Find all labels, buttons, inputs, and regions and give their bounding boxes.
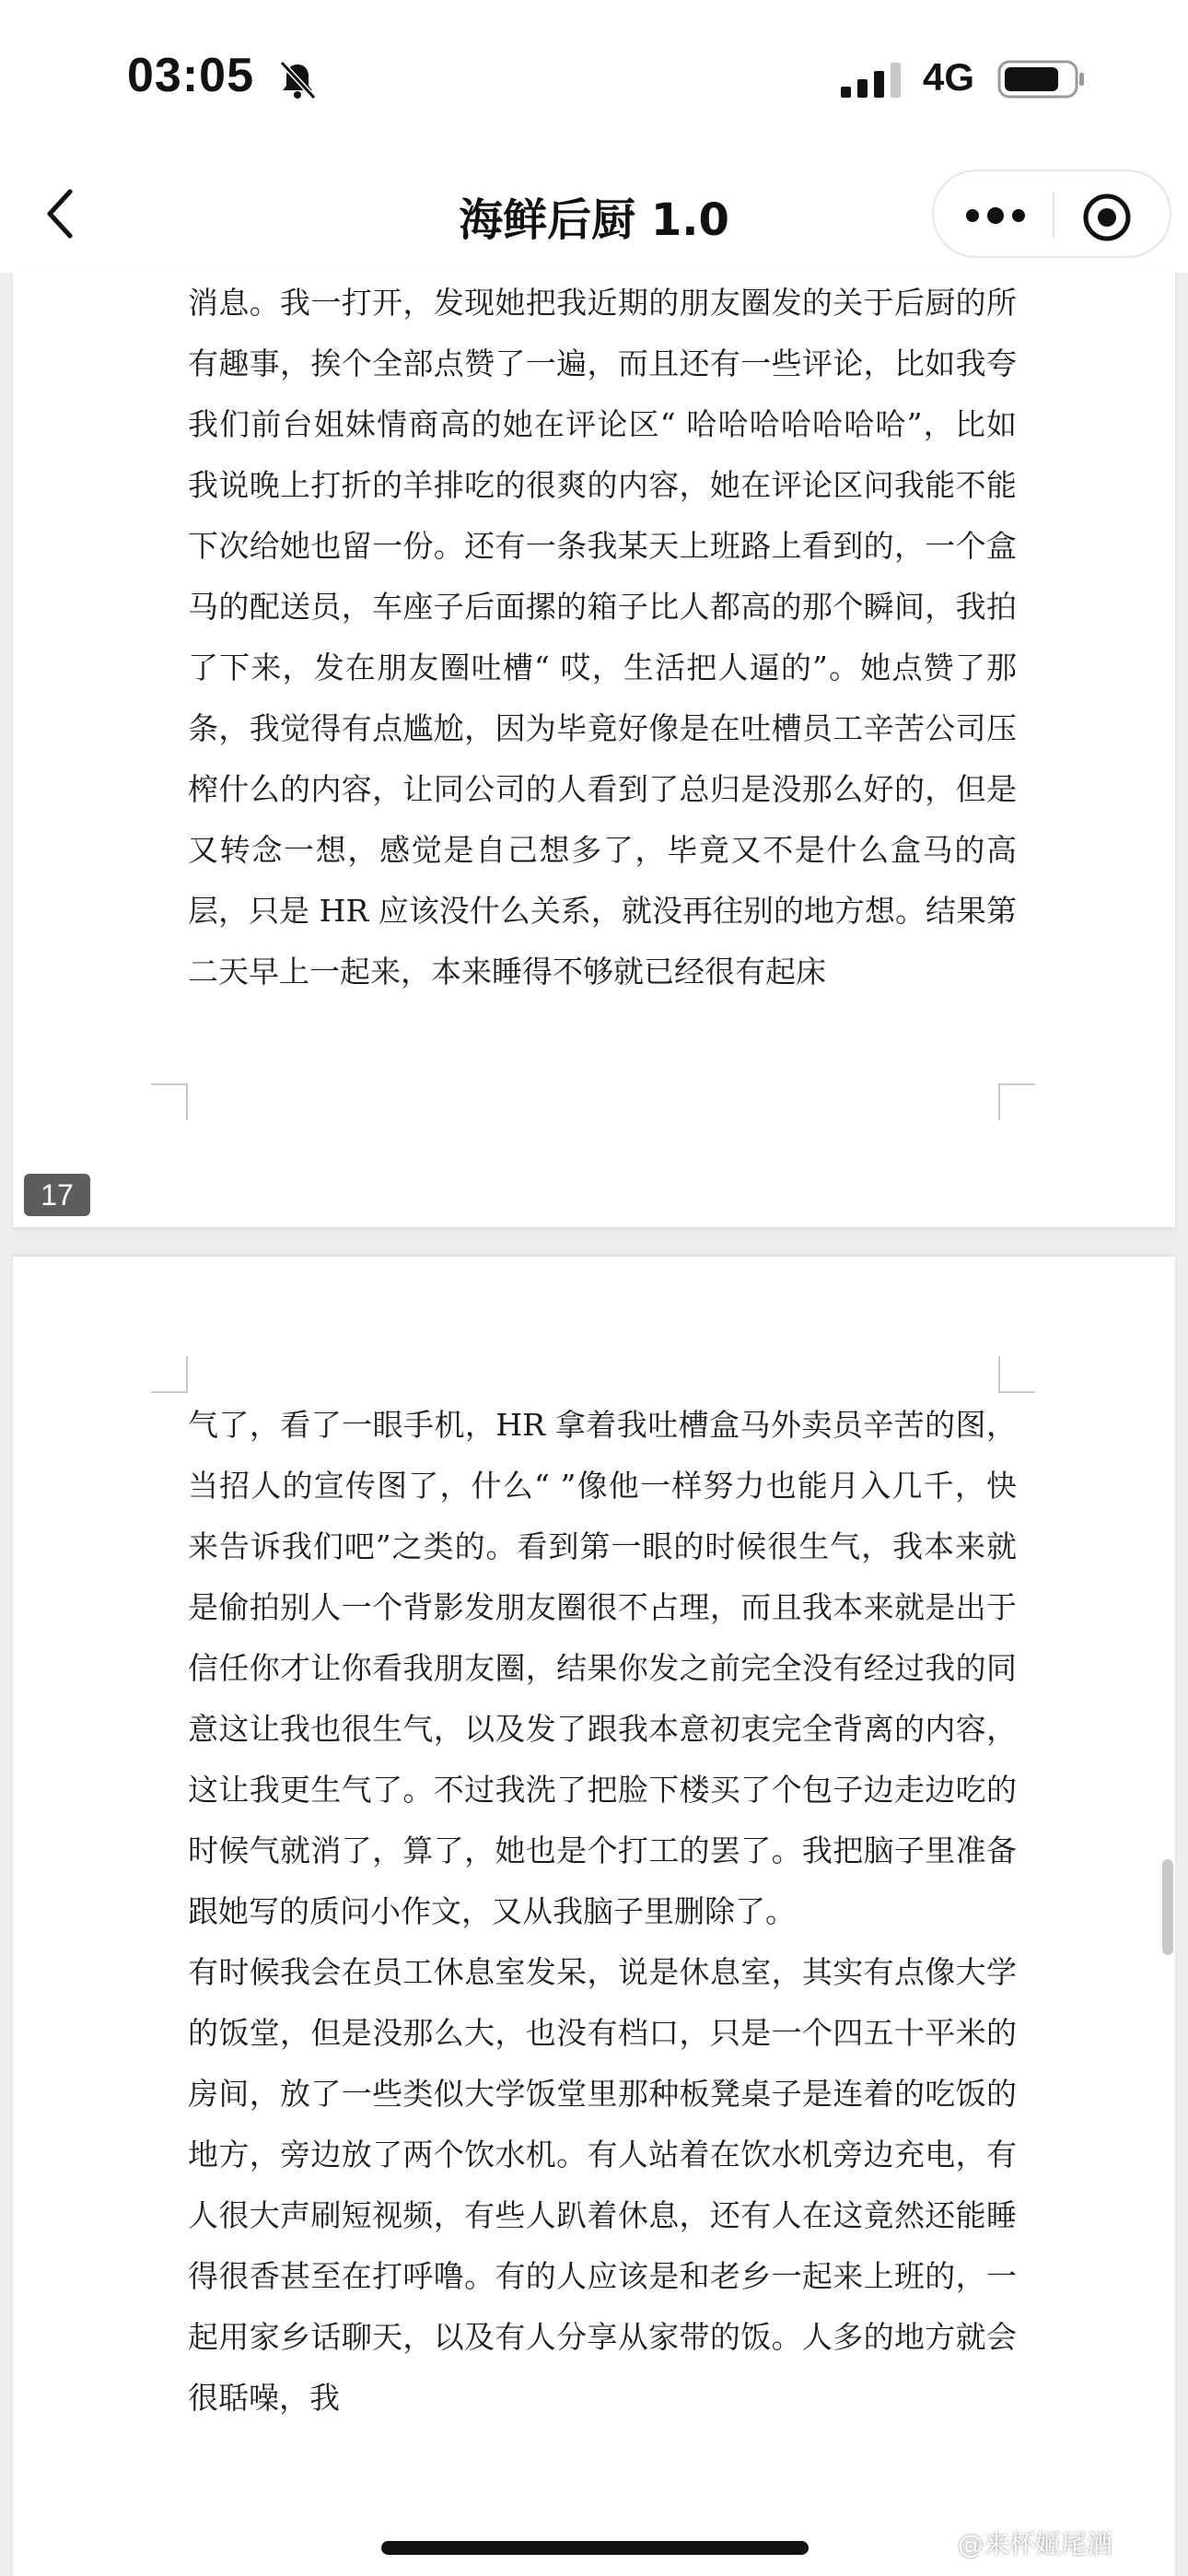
crop-mark <box>998 1083 1035 1120</box>
paragraph: 有时候我会在员工休息室发呆，说是休息室，其实有点像大学的饭堂，但是没那么大，也没有档口，只是一个四五十平米的房间，放了一些类似大学饭堂里那种板凳桌子是连着的吃饭的地方，旁边放了两个饮水机。有人站着在饮水机旁边充电，有人很大声刷短视频，有些人趴着休息，还有人在这竟然还能睡得很香甚至在打呼噜。有的人应该是和老乡一起来上班的，一起用家乡话聊天，以及有人分享从家带的饭。人多的地方就会很聒噪，我 <box>188 1954 1017 2416</box>
page-number-badge: 17 <box>24 1174 90 1216</box>
crop-mark <box>151 1083 188 1120</box>
crop-mark <box>151 1356 188 1393</box>
page-18-text <box>188 1395 1017 2429</box>
target-circle-icon[interactable] <box>1081 192 1133 243</box>
navigation-bar <box>0 157 1188 273</box>
bell-muted-icon <box>274 57 320 103</box>
battery-icon <box>997 58 1086 100</box>
page-title: 海鲜后厨 1.0 <box>459 194 729 246</box>
cellular-signal-icon <box>841 61 905 98</box>
status-time: 03:05 <box>127 49 254 102</box>
scrollbar-thumb[interactable] <box>1162 1859 1173 1955</box>
miniprogram-capsule <box>932 170 1171 258</box>
document-page-17 <box>13 273 1175 1227</box>
watermark: @来杯姬尾酒 <box>958 2529 1113 2559</box>
weibo-icon <box>921 2526 954 2556</box>
page-17-text <box>188 273 1017 1002</box>
status-bar <box>0 0 1188 157</box>
paragraph: 气了，看了一眼手机，HR 拿着我吐槽盒马外卖员辛苦的图，当招人的宣传图了，什么“ ”像他一样努力也能月入几千，快来告诉我们吧”之类的。看到第一眼的时候很生气，我本来就是偷拍别人一个背影发朋友圈很不占理，而且我本来就是出于信任你才让你看我朋友圈，结果你发之前完全没有经过我的同意这让我也很生气，以及发了跟我本意初衷完全背离的内容，这让我更生气了。不过我洗了把脸下楼买了个包子边走边吃的时候气就消了，算了，她也是个打工的罢了。我把脑子里准备跟她写的质问小作文，又从我脑子里删除了。 <box>188 1407 1017 1929</box>
crop-mark <box>998 1356 1035 1393</box>
capsule-divider <box>1053 192 1054 238</box>
network-type: 4G <box>923 55 975 99</box>
document-page-18 <box>13 1257 1175 2576</box>
paragraph: 消息。我一打开，发现她把我近期的朋友圈发的关于后厨的所有趣事，挨个全部点赞了一遍，而且还有一些评论，比如我夸我们前台姐妹情商高的她在评论区“ 哈哈哈哈哈哈哈”，比如我说晚上打折的羊排吃的很爽的内容，她在评论区问我能不能下次给她也留一份。还有一条我某天上班路上看到的，一个盒马的配送员，车座子后面摞的箱子比人都高的那个瞬间，我拍了下来，发在朋友圈吐槽“ 哎，生活把人逼的”。她点赞了那条，我觉得有点尴尬，因为毕竟好像是在吐槽员工辛苦公司压榨什么的内容，让同公司的人看到了总归是没那么好的，但是又转念一想，感觉是自己想多了，毕竟又不是什么盒马的高层，只是 HR 应该没什么关系，就没再往别的地方想。结果第二天早上一起来，本来睡得不够就已经很有起床 <box>188 285 1017 989</box>
home-indicator <box>381 2541 809 2555</box>
more-dots-icon[interactable] <box>961 197 1030 234</box>
